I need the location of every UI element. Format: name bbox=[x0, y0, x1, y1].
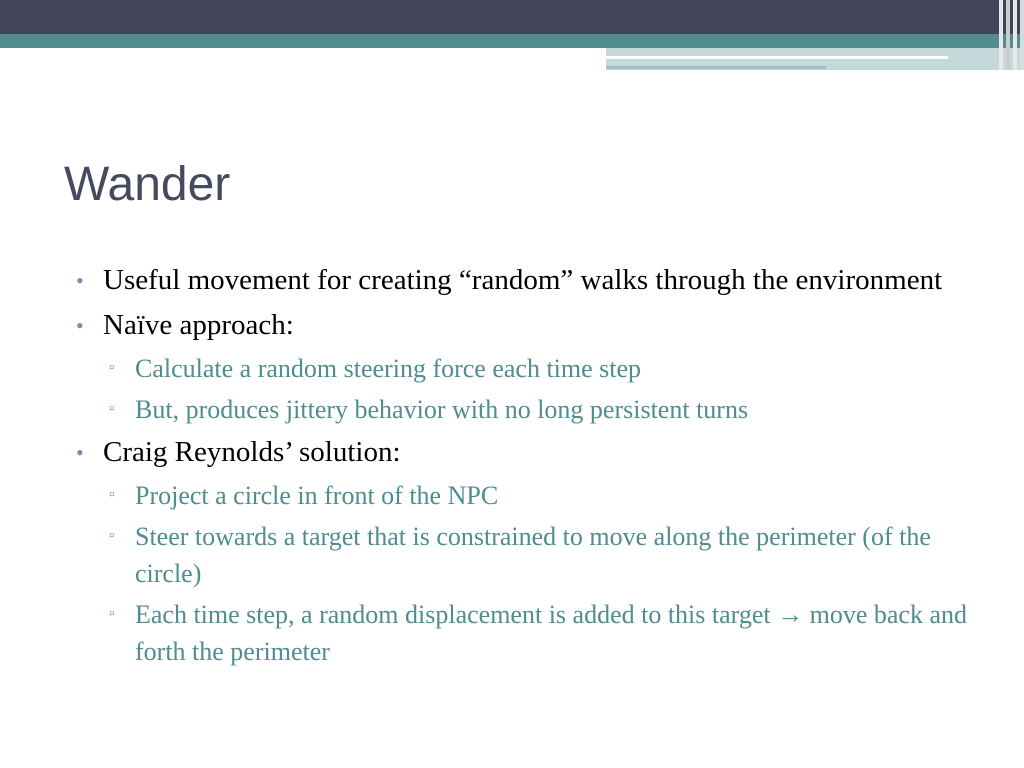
sub-bullet-icon: ▫ bbox=[109, 528, 115, 544]
bullet-list bbox=[76, 260, 976, 674]
bullet-icon: • bbox=[76, 313, 84, 338]
bullet-item bbox=[76, 260, 976, 301]
sub-bullet-text: Steer towards a target that is constrained to move along the perimeter (of the circle) bbox=[135, 522, 931, 588]
sub-bullet-item bbox=[76, 518, 976, 592]
header-accent-thin-line bbox=[606, 66, 826, 69]
bullet-icon: • bbox=[76, 440, 84, 465]
bullet-item bbox=[76, 305, 976, 346]
sub-bullet-icon: ▫ bbox=[109, 487, 115, 503]
bullet-icon: • bbox=[76, 268, 84, 293]
sub-bullet-item bbox=[76, 477, 976, 514]
sub-bullet-item bbox=[76, 596, 976, 670]
sub-bullet-icon: ▫ bbox=[109, 360, 115, 376]
slide-title: Wander bbox=[64, 158, 231, 211]
sub-bullet-text: Each time step, a random displacement is added to this target → move back and forth the perimeter bbox=[135, 600, 967, 666]
sub-bullet-text: Project a circle in front of the NPC bbox=[135, 481, 499, 510]
sub-bullet-item bbox=[76, 350, 976, 387]
header-band-teal bbox=[0, 34, 1024, 48]
sub-bullet-text: Calculate a random steering force each time step bbox=[135, 354, 642, 383]
bullet-text: Useful movement for creating “random” walks through the environment bbox=[103, 264, 943, 296]
bullet-text: Naïve approach: bbox=[103, 309, 294, 341]
bullet-item bbox=[76, 432, 976, 473]
sub-bullet-item bbox=[76, 391, 976, 428]
sub-bullet-text: But, produces jittery behavior with no long persistent turns bbox=[135, 395, 749, 424]
bullet-text: Craig Reynolds’ solution: bbox=[103, 436, 401, 468]
sub-bullet-icon: ▫ bbox=[109, 401, 115, 417]
header-band-dark bbox=[0, 0, 1024, 34]
sub-bullet-icon: ▫ bbox=[109, 606, 115, 622]
header-accent-line bbox=[606, 56, 948, 59]
header-stripes bbox=[994, 0, 1024, 70]
